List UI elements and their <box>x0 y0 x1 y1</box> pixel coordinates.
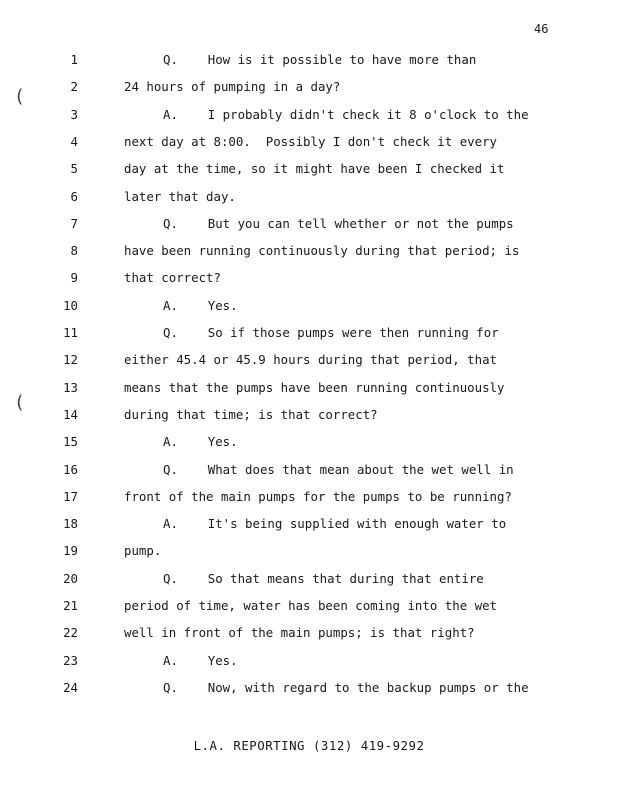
line-text: A. It's being supplied with enough water to <box>163 516 507 532</box>
transcript-line <box>0 241 618 261</box>
line-text: A. Yes. <box>163 652 238 668</box>
line-number: 22 <box>63 625 78 641</box>
line-text: pump. <box>124 543 162 559</box>
line-number: 8 <box>70 243 78 259</box>
line-text: A. Yes. <box>163 297 238 313</box>
line-text: Q. Now, with regard to the backup pumps or the <box>163 679 529 695</box>
transcript-line <box>0 623 618 643</box>
transcript-line <box>0 378 618 398</box>
line-number: 23 <box>63 652 78 668</box>
line-text: day at the time, so it might have been I checked it <box>124 161 505 177</box>
line-number: 1 <box>70 52 78 67</box>
line-number: 21 <box>63 598 78 613</box>
transcript-line <box>0 678 618 698</box>
line-number: 17 <box>63 488 78 504</box>
line-text: Q. So if those pumps were then running for <box>163 325 499 340</box>
line-number: 10 <box>63 297 78 313</box>
transcript-line <box>0 159 618 179</box>
transcript-line <box>0 651 618 671</box>
line-number: 18 <box>63 516 78 532</box>
page-number: 46 <box>534 22 549 36</box>
line-number: 11 <box>63 325 78 340</box>
transcript-line <box>0 77 618 97</box>
line-number: 19 <box>63 543 78 559</box>
line-text: Q. How is it possible to have more than <box>163 52 477 67</box>
line-text: have been running continuously during that period; is <box>124 243 520 259</box>
line-text: Q. But you can tell whether or not the pumps <box>163 215 514 231</box>
line-number: 16 <box>63 461 78 477</box>
line-text: A. I probably didn't check it 8 o'clock to the <box>163 106 529 122</box>
transcript-line <box>0 514 618 534</box>
line-number: 14 <box>63 406 78 422</box>
line-text: front of the main pumps for the pumps to be running? <box>124 488 512 504</box>
transcript-line <box>0 460 618 480</box>
line-text: during that time; is that correct? <box>124 406 378 422</box>
transcript-line <box>0 187 618 207</box>
transcript-line <box>0 569 618 589</box>
line-number: 20 <box>63 570 78 586</box>
line-text: Q. So that means that during that entire <box>163 570 484 586</box>
line-text: well in front of the main pumps; is that right? <box>124 625 475 641</box>
line-text: means that the pumps have been running continuously <box>124 379 505 395</box>
transcript-line <box>0 541 618 561</box>
transcript-line <box>0 596 618 616</box>
line-number: 2 <box>70 79 78 95</box>
transcript-line <box>0 487 618 507</box>
transcript-line <box>0 105 618 125</box>
transcript-line <box>0 323 618 343</box>
transcript-line <box>0 50 618 70</box>
transcript-line <box>0 432 618 452</box>
line-text: that correct? <box>124 270 221 286</box>
line-number: 24 <box>63 679 78 695</box>
transcript-line <box>0 214 618 234</box>
line-text: later that day. <box>124 188 236 204</box>
reporter-footer: L.A. REPORTING (312) 419-9292 <box>193 738 425 753</box>
line-text: period of time, water has been coming into the wet <box>124 598 497 613</box>
margin-bracket-mark: ( <box>14 86 25 107</box>
line-text: 24 hours of pumping in a day? <box>124 79 341 95</box>
line-number: 7 <box>70 215 78 231</box>
line-number: 9 <box>70 270 78 286</box>
transcript-line <box>0 350 618 370</box>
transcript-line <box>0 296 618 316</box>
line-text: next day at 8:00. Possibly I don't check it every <box>124 133 497 149</box>
line-text: A. Yes. <box>163 434 238 450</box>
transcript-line <box>0 405 618 425</box>
line-number: 13 <box>63 379 78 395</box>
line-number: 4 <box>70 133 78 149</box>
line-number: 6 <box>70 188 78 204</box>
transcript-line <box>0 268 618 288</box>
line-number: 5 <box>70 161 78 177</box>
line-number: 15 <box>63 434 78 450</box>
line-text: Q. What does that mean about the wet well in <box>163 461 514 477</box>
line-text: either 45.4 or 45.9 hours during that period, that <box>124 352 497 368</box>
line-number: 12 <box>63 352 78 368</box>
transcript-line <box>0 132 618 152</box>
line-number: 3 <box>70 106 78 122</box>
margin-bracket-mark: ( <box>14 392 25 413</box>
